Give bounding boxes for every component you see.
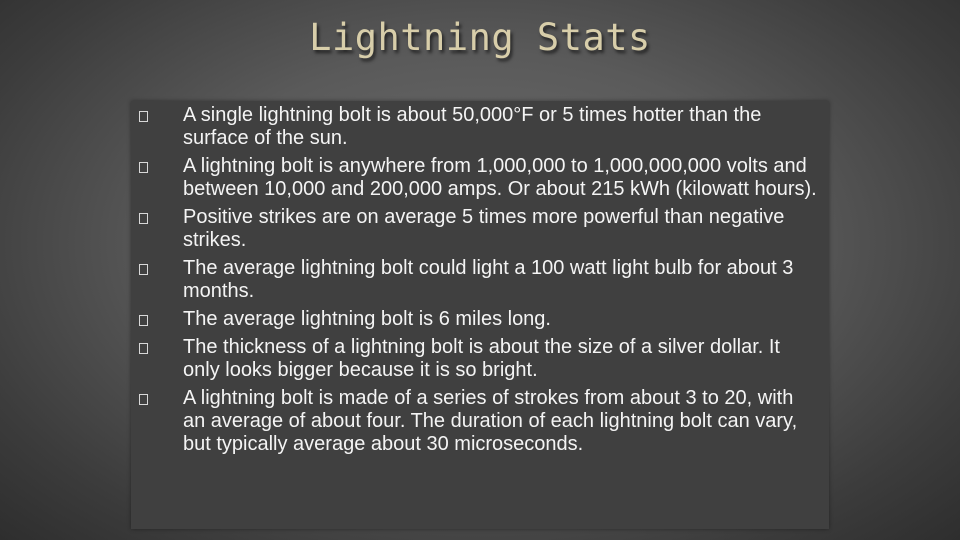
square-bullet-icon xyxy=(139,394,148,405)
bullet-item xyxy=(131,155,829,201)
bullet-item xyxy=(131,308,829,331)
square-bullet-icon xyxy=(139,162,148,173)
square-bullet-icon xyxy=(139,315,148,326)
bullet-list xyxy=(131,104,829,461)
bullet-text: A lightning bolt is made of a series of strokes from about 3 to 20, with an average of about four. The duration of each lightning bolt can vary, but typically average about 30 microseconds. xyxy=(183,387,798,455)
bullet-text: A lightning bolt is anywhere from 1,000,000 to 1,000,000,000 volts and between 10,000 and 200,000 amps. Or about 215 kWh (kilowatt hours). xyxy=(183,155,817,200)
bullet-item xyxy=(131,387,829,456)
square-bullet-icon xyxy=(139,213,148,224)
bullet-item xyxy=(131,206,829,252)
bullet-text: The average lightning bolt could light a 100 watt light bulb for about 3 months. xyxy=(183,257,794,302)
bullet-item xyxy=(131,104,829,150)
bullet-text: Positive strikes are on average 5 times more powerful than negative strikes. xyxy=(183,206,785,251)
square-bullet-icon xyxy=(139,111,148,122)
bullet-text: The thickness of a lightning bolt is about the size of a silver dollar. It only looks bigger because it is so bright. xyxy=(183,336,780,381)
square-bullet-icon xyxy=(139,343,148,354)
square-bullet-icon xyxy=(139,264,148,275)
bullet-item xyxy=(131,336,829,382)
bullet-text: The average lightning bolt is 6 miles long. xyxy=(183,308,551,330)
bullet-item xyxy=(131,257,829,303)
slide-title: Lightning Stats xyxy=(309,16,651,59)
bullet-text: A single lightning bolt is about 50,000°F or 5 times hotter than the surface of the sun. xyxy=(183,104,762,149)
